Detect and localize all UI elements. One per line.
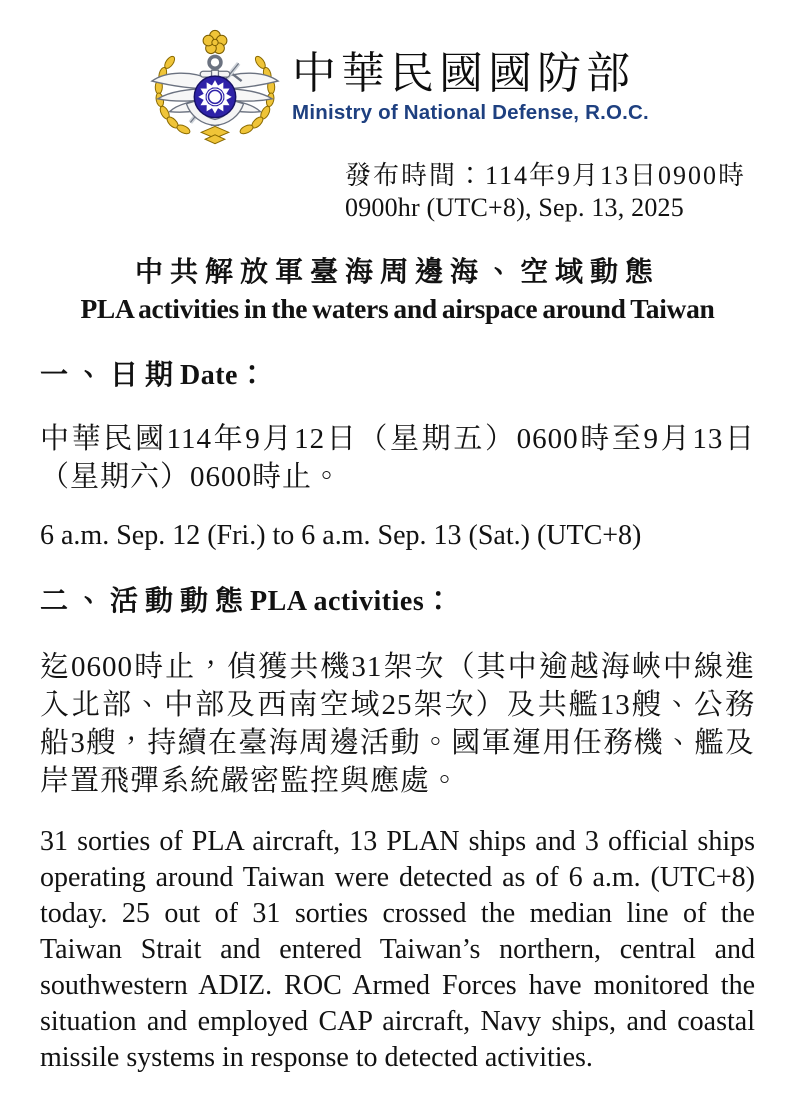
- section-activities-heading-en: PLA activities：: [250, 586, 453, 617]
- release-time-en: 0900hr (UTC+8), Sep. 13, 2025: [345, 193, 684, 222]
- mnd-emblem-icon: [146, 26, 284, 148]
- org-name-zh: 中華民國國防部: [292, 49, 636, 98]
- section-date-heading-en: Date：: [180, 360, 267, 391]
- plum-blossom: [203, 30, 227, 53]
- date-paragraph-en: 6 a.m. Sep. 12 (Fri.) to 6 a.m. Sep. 13 (Sat.) (UTC+8): [40, 520, 642, 551]
- date-paragraph-zh: 中華民國114年9月12日（星期五）0600時至9月13日（星期六）0600時止。: [40, 423, 755, 493]
- section-date-heading: [40, 358, 755, 394]
- org-name-block: [292, 26, 649, 125]
- document-title: [40, 254, 755, 326]
- org-name-en: Ministry of National Defense, R.O.C.: [292, 101, 649, 124]
- activities-paragraph-en: 31 sorties of PLA aircraft, 13 PLAN ships and 3 official ships operating around Taiwan were detected as of 6 a.m. (UTC+8) today. 25 out of 31 sorties crossed the median line of the Taiwan Strait and entered Taiwan’s northern, central and southwestern ADIZ. ROC Armed Forces have monitored the situation and employed CAP aircraft, Navy ships, and coastal missile systems in response to detected activities.: [40, 826, 755, 1073]
- section-date: [40, 358, 755, 554]
- release-time-zh: 發布時間：114年9月13日0900時: [345, 161, 747, 190]
- document-title-en: PLA activities in the waters and airspace around Taiwan: [80, 293, 715, 324]
- activities-paragraph-zh: 迄0600時止，偵獲共機31架次（其中逾越海峽中線進入北部、中部及西南空域25架次）及共艦13艘、公務船3艘，持續在臺海周邊活動。國軍運用任務機、艦及岸置飛彈系統嚴密監控與應處。: [40, 651, 755, 797]
- section-activities-heading-zh: 二、活動動態: [40, 586, 251, 617]
- section-activities: [40, 584, 755, 1076]
- section-date-heading-zh: 一、日期: [40, 360, 181, 391]
- section-activities-heading: [40, 584, 755, 620]
- release-time-block: [345, 160, 755, 224]
- header: [40, 26, 755, 150]
- document-title-zh: 中共解放軍臺海周邊海、空域動態: [134, 257, 660, 288]
